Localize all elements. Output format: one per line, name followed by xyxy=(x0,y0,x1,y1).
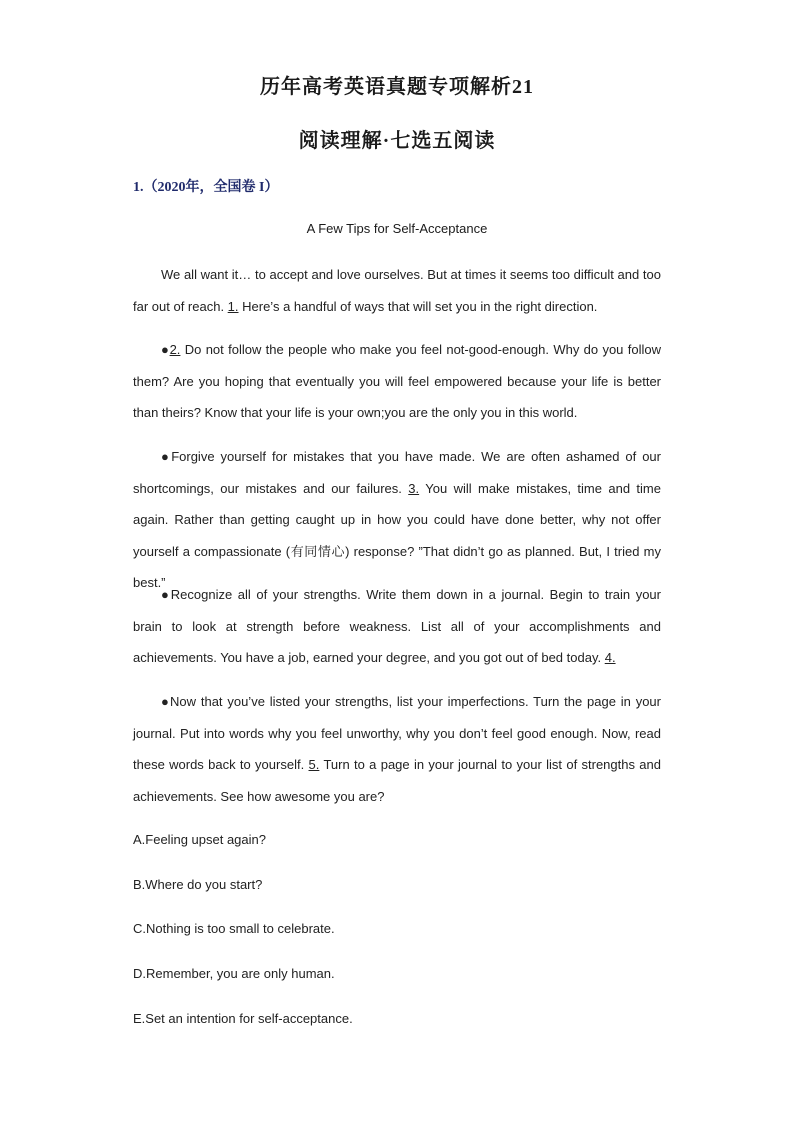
paragraph-tip-3 xyxy=(133,579,661,674)
paragraph-text: Here’s a handful of ways that will set you in the right direction. xyxy=(238,298,598,314)
paragraph-intro xyxy=(133,259,661,322)
blank-3: 3. xyxy=(408,480,420,496)
paragraph-text: We all want it… to accept and love ourselves. But at times it seems too difficult and too far out of reach. xyxy=(133,267,661,314)
paragraph-tip-2 xyxy=(133,441,661,599)
blank-4: 4. xyxy=(604,650,616,665)
paragraph-tip-1 xyxy=(133,334,661,429)
paragraph-text: Do not follow the people who make you feel not-good-enough. Why do you follow them? Are you hoping that eventually you will feel empowered because your life is better than theirs? Know that your life is your own;you are the only you in this world. xyxy=(133,342,661,420)
blank-2: 2. xyxy=(169,342,181,357)
blank-5: 5. xyxy=(308,757,320,772)
paragraph-text: ●Now that you’ve listed your strengths, list your imperfections. Turn the page in your journal. Put into words why you feel unworthy, why you don’t feel good enough. Now, read these words back to yourself. xyxy=(133,694,661,772)
option-d: D.Remember, you are only human. xyxy=(133,966,335,981)
paragraph-tip-4 xyxy=(133,686,661,812)
blank-1: 1. xyxy=(227,298,239,314)
paragraph-text: Turn to a page in your journal to your list of strengths and achievements. See how awesome you are? xyxy=(133,757,661,804)
paragraph-text: You will make mistakes, time and time again. Rather than getting caught up in how you could have done better, why not offer yourself a compassionate (有同情心) response? ”That didn’t go as planned. But, I tried my best.” xyxy=(133,480,661,590)
paragraph-text: ●Recognize all of your strengths. Write them down in a journal. Begin to train your brain to look at strength before weakness. List all of your accomplishments and achievements. You have a job, earned your degree, and you got out of bed today. xyxy=(133,587,661,665)
page-title: 历年高考英语真题专项解析21 xyxy=(260,76,534,98)
section-title: 阅读理解·七选五阅读 xyxy=(298,130,496,152)
option-b: B.Where do you start? xyxy=(133,877,263,892)
question-label: 1.（2020年，全国卷 I） xyxy=(133,180,279,195)
passage-title: A Few Tips for Self-Acceptance xyxy=(306,221,488,236)
option-e: E.Set an intention for self-acceptance. xyxy=(133,1011,353,1026)
bullet: ● xyxy=(161,342,170,357)
option-a: A.Feeling upset again? xyxy=(133,832,266,847)
option-c: C.Nothing is too small to celebrate. xyxy=(133,921,335,936)
paragraph-text: ●Forgive yourself for mistakes that you have made. We are often ashamed of our shortcomings, our mistakes and our failures. xyxy=(133,449,661,496)
